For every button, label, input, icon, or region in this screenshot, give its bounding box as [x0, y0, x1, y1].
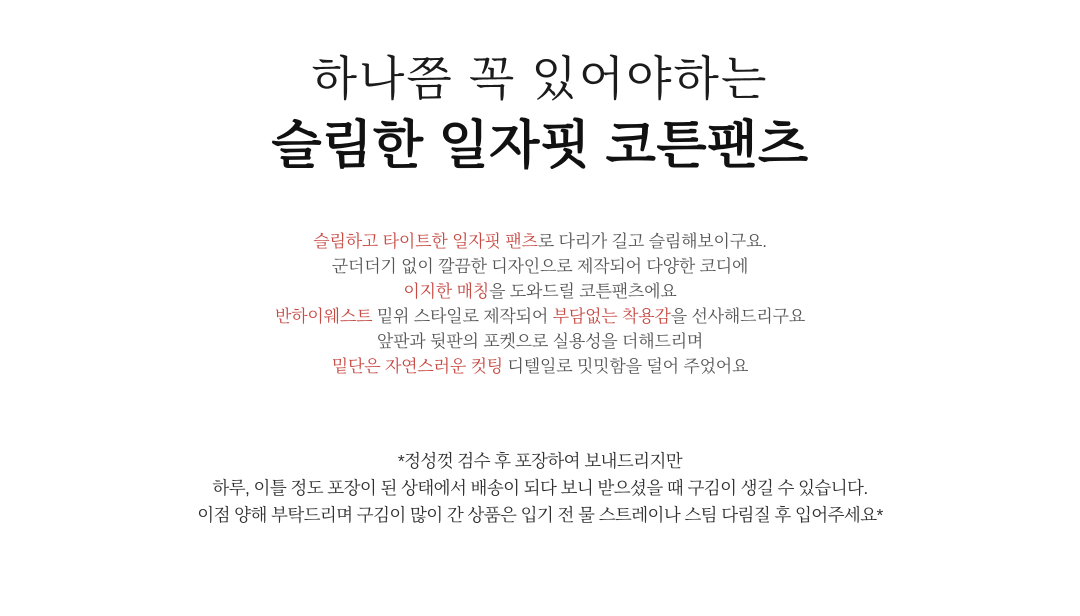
text-segment: 밑위 스타일로 제작되어	[372, 307, 553, 326]
text-segment: 디텔일로 밋밋함을 덜어 주었어요	[503, 357, 749, 376]
description-line	[0, 304, 1080, 329]
notice-line: 하루, 이틀 정도 포장이 된 상태에서 배송이 되다 보니 받으셨을 때 구김이 생길 수 있습니다.	[212, 478, 868, 498]
highlighted-text-segment: 밑단은 자연스러운 컷팅	[331, 357, 504, 376]
highlighted-text-segment: 이지한 매칭	[403, 282, 490, 301]
notice-line: *정성껏 검수 후 포장하여 보내드리지만	[397, 451, 683, 471]
description-line	[0, 354, 1080, 379]
text-segment: 로 다리가 길고 슬림해보이구요.	[537, 232, 767, 251]
highlighted-text-segment: 반하이웨스트	[274, 307, 373, 326]
text-segment: 군더더기 없이 깔끔한 디자인으로 제작되어 다양한 코디에	[331, 257, 749, 276]
description-line	[0, 254, 1080, 279]
title-subline: 하나쯤 꼭 있어야하는	[311, 52, 769, 105]
highlighted-text-segment: 슬림하고 타이트한 일자핏 팬츠	[313, 232, 538, 251]
product-description	[0, 229, 1080, 379]
shipping-notice	[0, 448, 1080, 529]
description-line	[0, 229, 1080, 254]
description-line	[0, 329, 1080, 354]
highlighted-text-segment: 부담없는 착용감	[552, 307, 671, 326]
text-segment: 을 선사해드리구요	[670, 307, 806, 326]
text-segment: 을 도와드릴 코튼팬츠에요	[489, 282, 677, 301]
page-title	[0, 50, 1080, 177]
notice-line: 이점 양해 부탁드리며 구김이 많이 간 상품은 입기 전 물 스트레이나 스팀 다림질 후 입어주세요*	[197, 505, 883, 525]
title-mainline: 슬림한 일자핏 코튼팬츠	[271, 116, 809, 175]
description-line	[0, 279, 1080, 304]
text-segment: 앞판과 뒷판의 포켓으로 실용성을 더해드리며	[376, 332, 704, 351]
